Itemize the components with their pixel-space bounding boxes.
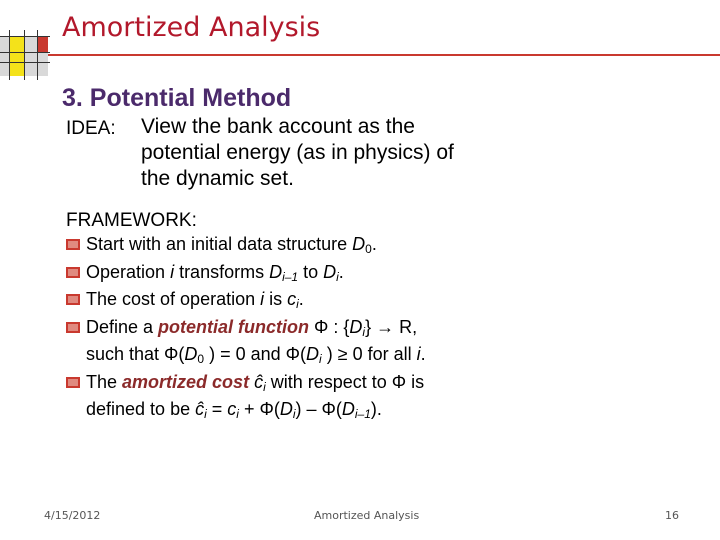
deco-hline-2 xyxy=(0,52,50,53)
bullet-3-i: i xyxy=(260,289,265,309)
bullet-4-D: D xyxy=(349,316,363,337)
section-title: 3. Potential Method xyxy=(62,84,292,112)
bullet-5-D2: D xyxy=(341,399,355,419)
footer-title: Amortized Analysis xyxy=(314,509,420,522)
bullet-4-end: . xyxy=(420,344,426,364)
bullet-4-D0: D xyxy=(184,344,198,364)
bullet-4-i: i xyxy=(416,344,421,364)
bullet-5-sub-d2: i–1 xyxy=(354,407,371,421)
bullet-4-arrow: } → R, xyxy=(365,316,418,337)
bullet-3-c: c xyxy=(287,289,297,309)
framework-bullet-list xyxy=(62,233,532,426)
bullet-5-minus: ) – Φ( xyxy=(295,399,342,419)
bullet-4-ge: ) ≥ 0 for all xyxy=(321,344,417,364)
bullet-5-sub-c: i xyxy=(236,407,239,421)
deco-block-yellow xyxy=(10,36,24,76)
bullet-1-sub: 0 xyxy=(365,242,372,256)
deco-hline-1 xyxy=(0,36,50,37)
bullet-marker-icon xyxy=(66,294,80,305)
idea-line-3: the dynamic set. xyxy=(141,167,294,190)
bullet-initial-structure xyxy=(62,233,532,261)
footer-page-number: 16 xyxy=(665,509,679,522)
bullet-4-line2-pre: such that Φ( xyxy=(86,344,185,364)
deco-hline-3 xyxy=(0,62,50,63)
idea-line-1: View the bank account as the xyxy=(141,115,415,138)
deco-vline-1 xyxy=(9,30,10,80)
bullet-5-end: ). xyxy=(370,399,382,419)
bullet-cost xyxy=(62,288,532,316)
bullet-potential-function xyxy=(62,316,532,371)
bullet-5-mid: with respect to Φ is xyxy=(265,371,425,392)
bullet-3-end: . xyxy=(298,289,304,309)
bullet-5-eq: = xyxy=(206,399,228,419)
bullet-4-pre: Define a xyxy=(86,316,159,337)
bullet-4-subi: i xyxy=(319,352,322,366)
corner-decoration xyxy=(0,0,50,80)
bullet-5-plus: + Φ( xyxy=(238,399,280,419)
bullet-marker-icon xyxy=(66,322,80,333)
bullet-marker-icon xyxy=(66,239,80,250)
idea-label: IDEA: xyxy=(66,118,116,139)
footer-date: 4/15/2012 xyxy=(44,509,101,522)
bullet-5-emphasis: amortized cost xyxy=(122,371,250,392)
bullet-3-sub: i xyxy=(296,297,299,311)
bullet-5-c: c xyxy=(227,399,237,419)
bullet-5-c-hat: ĉ xyxy=(254,371,264,392)
deco-block-red xyxy=(38,36,48,52)
bullet-5-sub-hat-2: i xyxy=(204,407,207,421)
title-rule xyxy=(48,54,720,56)
bullet-marker-icon xyxy=(66,267,80,278)
framework-label: FRAMEWORK: xyxy=(66,210,197,231)
bullet-2-D1: D xyxy=(269,261,283,282)
bullet-2-pre: Operation xyxy=(86,261,171,282)
deco-vline-2 xyxy=(24,30,25,80)
bullet-4-sub0: 0 xyxy=(197,352,205,366)
bullet-2-to: to xyxy=(298,261,324,282)
bullet-1-end: . xyxy=(371,234,377,254)
bullet-3-pre: The cost of operation xyxy=(86,289,261,309)
bullet-4-emphasis: potential function xyxy=(158,316,310,337)
bullet-5-sub-d: i xyxy=(292,407,296,421)
bullet-amortized-cost xyxy=(62,371,532,426)
bullet-2-mid: transforms xyxy=(174,261,270,282)
bullet-4-phi-def: Φ : { xyxy=(309,316,350,337)
bullet-5-sub-hat: i xyxy=(263,379,266,394)
bullet-4-eq0: ) = 0 and Φ( xyxy=(204,344,307,364)
deco-vline-3 xyxy=(37,30,38,80)
bullet-5-D: D xyxy=(279,399,293,419)
bullet-3-mid: is xyxy=(264,289,288,309)
bullet-2-sub1: i–1 xyxy=(282,269,299,284)
bullet-2-D2: D xyxy=(323,261,337,282)
idea-text xyxy=(141,114,521,192)
slide-title: Amortized Analysis xyxy=(62,12,321,43)
bullet-transform xyxy=(62,261,532,289)
idea-line-2: potential energy (as in physics) of xyxy=(141,141,454,164)
bullet-1-D: D xyxy=(352,234,366,254)
bullet-5-line2-pre: defined to be xyxy=(86,399,196,419)
bullet-5-c-hat-2: ĉ xyxy=(195,399,205,419)
bullet-5-pre: The xyxy=(86,371,123,392)
bullet-2-end: . xyxy=(338,261,344,282)
bullet-1-text: Start with an initial data structure xyxy=(86,234,353,254)
bullet-2-sub2: i xyxy=(336,269,339,284)
bullet-2-i: i xyxy=(170,261,175,282)
bullet-marker-icon xyxy=(66,377,80,388)
bullet-4-Di: D xyxy=(306,344,320,364)
bullet-4-sub: i xyxy=(362,324,366,339)
